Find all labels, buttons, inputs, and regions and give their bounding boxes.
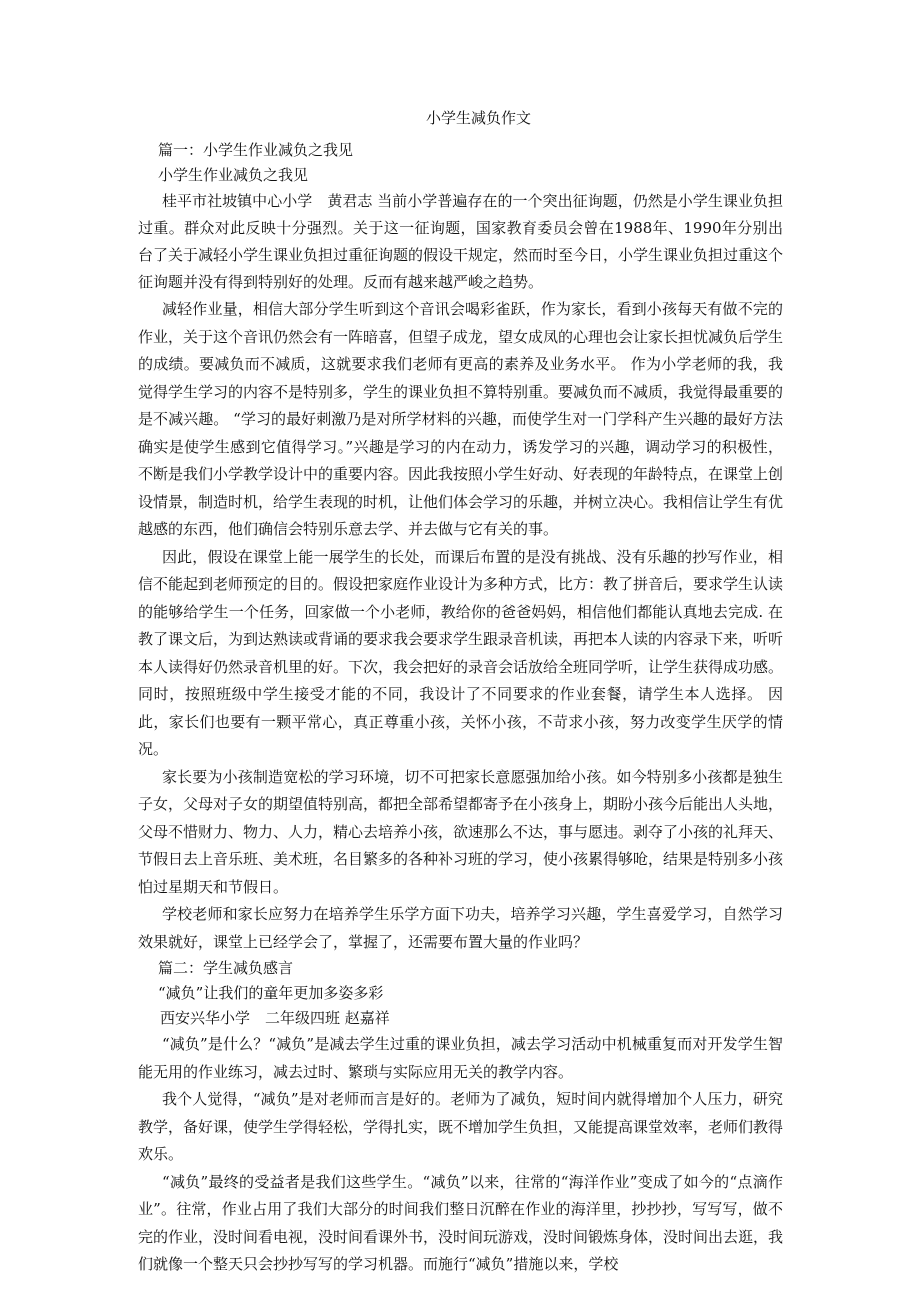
paragraph: 我个人觉得，“减负”是对老师而言是好的。老师为了减负，短时间内就得增加个人压力，研究教学，备好课，使学生学得轻松，学得扎实，既不增加学生负担，又能提高课堂效率，老师们教得欢乐。 <box>138 1090 784 1163</box>
paragraph: 家长要为小孩制造宽松的学习环境，切不可把家长意愿强加给小孩。如今特别多小孩都是独生子女，父母对子女的期望值特别高，都把全部希望都寄予在小孩身上，期盼小孩今后能出人头地，父母不惜财力、物力、人力，精心去培养小孩，欲速那么不达，事与愿违。剥夺了小孩的礼拜天、节假日去上音乐班、美术班，名目繁多的各种补习班的学习，使小孩累得够呛，结果是特别多小孩怕过星期天和节假日。 <box>138 767 784 896</box>
paragraph: “减负”最终的受益者是我们这些学生。“减负”以来，往常的“海洋作业”变成了如今的“点滴作业”。往常，作业占用了我们大部分的时间我们整日沉醉在作业的海洋里，抄抄抄，写写写，做不完的作业，没时间看电视，没时间看课外书，没时间玩游戏，没时间锻炼身体，没时间出去逛，我们就像一个整天只会抄抄写写的学习机器。而施行“减负”措施以来，学校 <box>138 1172 784 1273</box>
document-title: 小学生减负作文 <box>425 109 531 127</box>
paragraph: “减负”是什么？“减负”是减去学生过重的课业负担，减去学习活动中机械重复而对开发学生智能无用的作业练习，减去过时、繁琐与实际应用无关的教学内容。 <box>138 1035 783 1081</box>
paragraph: 因此，假设在课堂上能一展学生的长处，而课后布置的是没有挑战、没有乐趣的抄写作业，相信不能起到老师预定的目的。假设把家庭作业设计为多种方式，比方：教了拼音后，要求学生认读的能够给学生一个任务，回家做一个小老师，教给你的爸爸妈妈，相信他们都能认真地去完成. 在教了课文后，为到达熟读或背诵的要求我会要求学生跟录音机读，再把本人读的内容录下来，听听本人读得好仍然录音机里的好。下次，我会把好的录音会话放给全班同学听，让学生获得成功感。同时，按照班级中学生接受才能的不同，我设计了不同要求的作业套餐，请学生本人选择。 因此，家长们也要有一颗平常心，真正尊重小孩，关怀小孩，不苛求小孩，努力改变学生厌学的情况。 <box>138 547 784 758</box>
paragraph: 桂平市社坡镇中心小学 黄君志 当前小学普遍存在的一个突出征询题，仍然是小学生课业负担过重。群众对此反映十分强烈。关于这一征询题，国家教育委员会曾在1988年、1990年分别出台了关于减轻小学生课业负担过重征询题的假设干规定，然而时至今日，小学生课业负担过重这个征询题并没有得到特别好的处理。反而有越来越严峻之趋势。 <box>138 192 784 291</box>
paragraph: 减轻作业量，相信大部分学生听到这个音讯会喝彩雀跃，作为家长，看到小孩每天有做不完的作业，关于这个音讯仍然会有一阵暗喜，但望子成龙，望女成凤的心理也会让家长担忧减负后学生的成绩。要减负而不减质，这就要求我们老师有更高的素养及业务水平。 作为小学老师的我，我觉得学生学习的内容不是特别多，学生的课业负担不算特别重。要减负而不减质，我觉得最重要的是不减兴趣。 “学习的最好刺激乃是对所学材料的兴趣，而使学生对一门学科产生兴趣的最好方法确实是使学生感到它值得学习。”兴趣是学习的内在动力，诱发学习的兴趣，调动学习的积极性，不断是我们小学教学设计中的重要内容。因此我按照小学生好动、好表现的年龄特点，在课堂上创设情景，制造时机，给学生表现的时机，让他们体会学习的乐趣，并树立决心。我相信让学生有优越感的东西，他们确信会特别乐意去学、并去做与它有关的事。 <box>138 300 784 538</box>
document-page <box>138 108 783 1279</box>
paragraph: 学校老师和家长应努力在培养学生乐学方面下功夫，培养学习兴趣，学生喜爱学习，自然学习效果就好，课堂上已经学会了，掌握了，还需要布置大量的作业吗？ <box>138 905 783 951</box>
section-2-heading: 篇二：学生减负感言 <box>158 959 294 977</box>
section-2-subheading: “减负”让我们的童年更加多姿多彩 <box>158 984 384 1002</box>
section-1-heading: 篇一：小学生作业减负之我见 <box>158 141 354 159</box>
section-2-byline: 西安兴华小学 二年级四班 赵嘉祥 <box>160 1009 390 1027</box>
section-1-subheading: 小学生作业减负之我见 <box>158 166 309 184</box>
